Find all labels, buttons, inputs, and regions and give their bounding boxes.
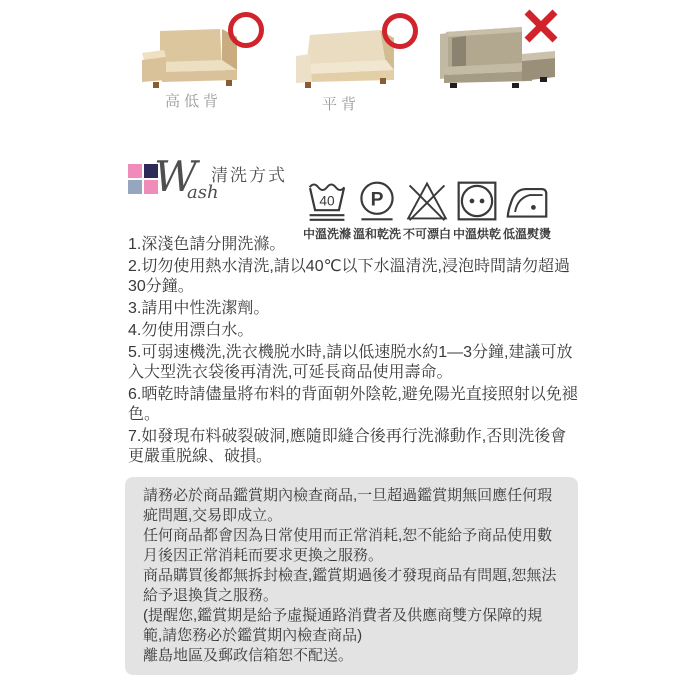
allowed-circle-icon	[382, 13, 418, 49]
care-dry-clean-p	[352, 179, 402, 242]
care-label: 溫和乾洗	[352, 227, 401, 241]
wash-instruction-item: 1.深淺色請分開洗滌。	[128, 236, 286, 253]
sofa-type-label-flat-back: 平背	[322, 96, 361, 113]
notice-paragraph: 離島地區及郵政信箱恕不配送。	[143, 647, 354, 664]
allowed-circle-icon	[228, 12, 264, 48]
care-label: 中溫洗滌	[302, 227, 351, 241]
notice-paragraph: 商品購買後都無拆封檢查,鑑賞期過後才發現商品有問題,恕無法給予退換貨之服務。	[143, 567, 557, 604]
logo-square-pink	[128, 164, 142, 178]
wash-script-rest: ash	[187, 182, 219, 203]
no-bleach-icon	[405, 179, 449, 223]
purchase-notice-box	[125, 477, 578, 675]
tumble-dry-icon	[455, 179, 499, 223]
dry-clean-p-icon	[355, 179, 399, 223]
machine-wash-40-icon	[305, 179, 349, 223]
svg-text:40: 40	[319, 193, 335, 209]
wash-instructions-list	[128, 235, 580, 469]
care-label: 不可漂白	[402, 227, 451, 241]
care-iron-low	[502, 179, 552, 242]
care-symbols-row	[302, 179, 552, 242]
not-allowed-cross-icon	[522, 8, 560, 44]
care-label: 低溫熨燙	[502, 227, 551, 241]
wash-instruction-item: 6.晒乾時請儘量將布料的背面朝外陰乾,避免陽光直接照射以免褪色。	[128, 386, 578, 423]
wash-section-title: 清洗方式	[211, 166, 287, 185]
iron-low-icon	[505, 179, 549, 223]
wash-instruction-item: 7.如發現布料破裂破洞,應隨即縫合後再行洗滌動作,否則洗後會更嚴重脱線、破損。	[128, 428, 567, 465]
care-label: 中溫烘乾	[452, 227, 501, 241]
wash-instruction-item: 3.請用中性洗潔劑。	[128, 300, 270, 317]
wash-instruction-item: 5.可弱速機洗,洗衣機脱水時,請以低速脱水約1—3分鐘,建議可放入大型洗衣袋後再清洗,可延長商品使用壽命。	[128, 344, 573, 381]
svg-text:P: P	[370, 189, 384, 211]
care-tumble-dry-medium	[452, 179, 502, 242]
wash-instruction-item: 4.勿使用漂白水。	[128, 322, 254, 339]
wash-script-w: W	[154, 152, 198, 201]
logo-square-bluegray	[128, 180, 142, 194]
sofa-type-label-high-low-back: 高低背	[165, 93, 223, 110]
wash-instruction-item: 2.切勿使用熱水清洗,請以40℃以下水溫清洗,浸泡時間請勿超過30分鐘。	[128, 258, 571, 295]
notice-paragraph: 請務必於商品鑑賞期內檢查商品,一旦超過鑑賞期無回應任何瑕疵問題,交易即成立。	[143, 487, 553, 524]
care-no-bleach	[402, 179, 452, 242]
notice-paragraph: 任何商品都會因為日常使用而正常消耗,恕不能給予商品使用數月後因正常消耗而要求更換之服務。	[143, 527, 553, 564]
notice-paragraph: (提醒您,鑑賞期是給予虛擬通路消費者及供應商雙方保障的規範,請您務必於鑑賞期內檢查商品)	[143, 607, 543, 644]
care-machine-wash-40	[302, 179, 352, 242]
